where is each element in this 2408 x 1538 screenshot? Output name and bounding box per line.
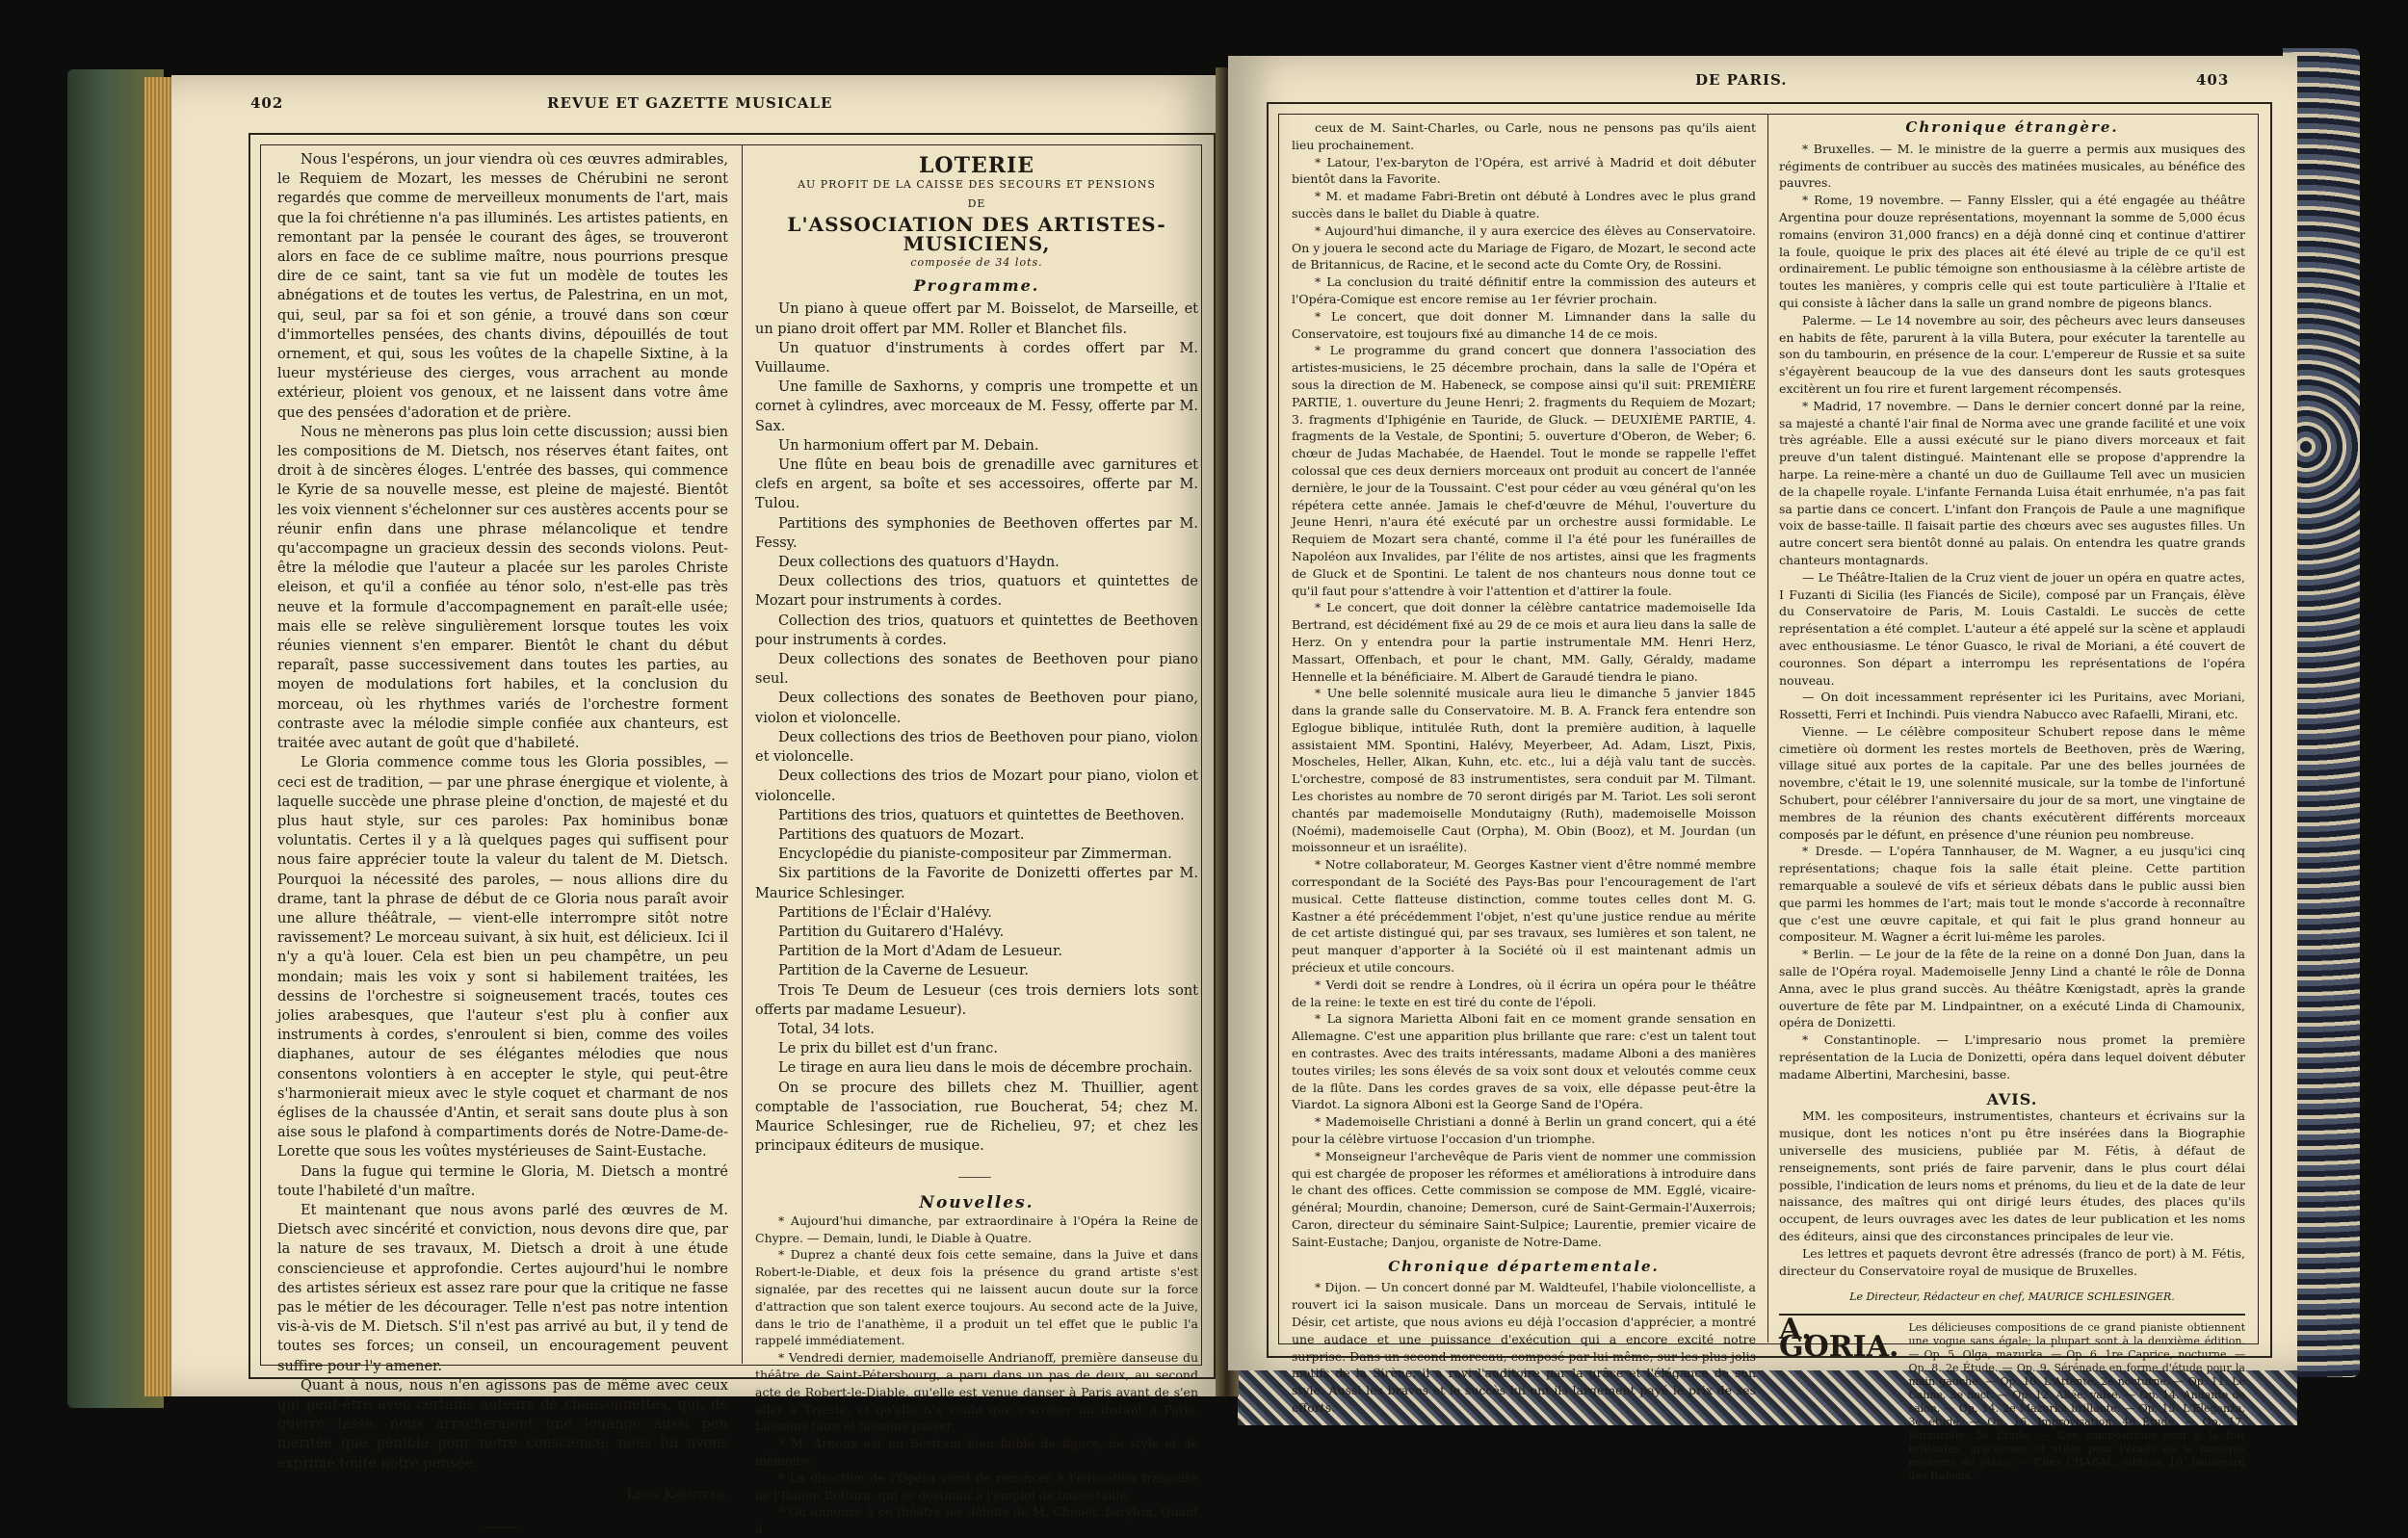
foreign-news-item: * Constantinople. — L'impresario nous promet la première représentation de la Lucia de Donizetti, opéra dans lequel doivent débuter madame Albertini, Marchesini, basse. [1779,1032,2245,1082]
column-rule-left [742,144,743,1364]
article-column [277,150,728,1536]
article-paragraph: Nous l'espérons, un jour viendra où ces œuvres admirables, le Requiem de Mozart, les messes de Chérubini ne seront regardés que comme de merveilleux monuments de l'art, mais que la foi chrétienne n'a pas illuminés. Les artistes patients, en remontant par la pensée le courant des âges, se trouveront alors en face de ce sublime maître, nous pourrions presque dire de ce saint, tant sa vie fut un modèle de toutes les abnégations et de toutes les vertus, de Palestrina, en un mot, qui, seul, par sa foi et son génie, a trouvé dans son cœur d'immortelles pensées, des chants divins, dépouillés de tout ornement, et qui, sous les voûtes de la chapelle Sixtine, à la lueur mystérieuse des cierges, vous arrachent au monde extérieur, ploient vos genoux, et ne laissent dans votre âme que des pensées d'adoration et de prière. [277,152,728,421]
left-page [171,75,1221,1537]
ornament-divider: ⸻ [484,1520,522,1536]
news-item: * La direction de l'Opéra vient de renoncer à l'éducation française de l'Italien Bottura, qui se destinait à l'emploi de basse-taille. [755,1470,1198,1502]
lottery-item: Une flûte en beau bois de grenadille avec garnitures et clefs en argent, sa boîte et ses accessoires, offerte par M. Tulou. [755,457,1198,512]
right-page [1228,56,2297,1483]
lottery-subtitle: AU PROFIT DE LA CAISSE DES SECOURS ET PENSIONS [798,178,1156,192]
lottery-item: Trois Te Deum de Lesueur (ces trois derniers lots sont offerts par madame Lesueur). [755,982,1198,1018]
news-item: * La signora Marietta Alboni fait en ce moment grande sensation en Allemagne. C'est une apparition plus brillante que rare: c'est un talent tout en contrastes. Avec des traits intéressants, madame Alboni a des manières toutes viriles; les sons élevés de sa voix sont doux et veloutés comme ceux de la flûte. Dans les cordes graves de sa voix, elle dépasse peut-être la Viardot. La signora Alboni est la George Sand de l'Opéra. [1292,1011,1756,1112]
lottery-column [755,150,1198,1537]
programme-title: Programme. [913,276,1040,296]
foreign-news-item: * Bruxelles. — M. le ministre de la guerre a permis aux musiques des régiments de contribuer au succès des matinées musicales, au bénéfice des pauvres. [1779,141,2245,191]
association-title: L'ASSOCIATION DES ARTISTES-MUSICIENS, [787,212,1166,255]
news-item: * Monseigneur l'archevêque de Paris vient de nommer une commission qui est chargée de proposer les réformes et améliorations à introduire dans le chant des offices. Cette commission se compose de MM. Egglé, vicaire-général; Mourdin, chanoine; Demerson, curé de Saint-Germain-l'Auxerrois; Caron, directeur du séminaire Saint-Sulpice; Laurentie, premier vicaire de Saint-Eustache; Danjou, organiste de Notre-Dame. [1292,1148,1756,1249]
article-paragraph: Nous ne mènerons pas plus loin cette discussion; aussi bien les compositions de M. Dietsch, nos réserves étant faites, ont droit à de sincères éloges. L'entrée des basses, qui commence le Kyrie de sa nouvelle messe, est pleine de majesté. Bientôt les voix viennent s'échelonner sur ces austères accents pour se réunir enfin dans une phrase mélancolique et tendre qu'accompagne un gracieux dessin des seconds violons. Peut-être la mélodie que l'auteur a placée sur les paroles Christe eleison, et qu'il a confiée au ténor solo, n'est-elle pas très neuve et la formule d'accompagnement en paraît-elle usée; mais elle se relève singulièrement lorsque toutes les voix réunies viennent s'en emparer. Bientôt le chant du début reparaît, passe successivement dans toutes les parties, au moyen de modulations fort habiles, et la conclusion du morceau, où les rhythmes variés de l'orchestre forment contraste avec la mélodie simple confiée aux chanteurs, est traitée avec autant de goût que d'habileté. [277,424,728,752]
foreign-news-item: * Rome, 19 novembre. — Fanny Elssler, qui a été engagée au théâtre Argentina pour douze représentations, moyennant la somme de 5,000 écus romains (environ 31,000 francs) en a déjà donné cinq et continue d'attirer la foule, quoique le prix des places ait été élevé au triple de ce qu'il est ordinairement. Le public témoigne son enthousiasme à la célèbre artiste de toutes les manières, y compris celle qui est toute particulière à l'Italie et qui consiste à lâcher dans la salle un grand nombre de pigeons blancs. [1779,193,2245,310]
news-item: * Vendredi dernier, mademoiselle Andrianoff, première danseuse du théâtre de Saint-Pétersbourg, a paru dans un pas de deux, au second acte de Robert-le-Diable, qu'elle est venue danser à Paris avant de s'en aller à Trieste, et qu'elle n'a voulu que s'arrêter un instant à Paris. Laissons faire et laissons passer. [755,1350,1198,1434]
lottery-item: Deux collections des trios, quatuors et quintettes de Mozart pour instruments à cordes. [755,574,1198,610]
article-paragraph: Quant à nous, nous n'en agissons pas de même avec ceux qui peut-être avec certains auteurs de chansonnettes, qui, de guerre lasse, nous arracheraient une louange aussi peu méritée que pénible pour notre conscience; nous lui avons exprimé toute notre pensée. [277,1377,728,1472]
lottery-item: Six partitions de la Favorite de Donizetti offertes par M. Maurice Schlesinger. [755,866,1198,901]
news-item: * On annonce à ce théâtre les débuts de M. Chenet, baryton. Quant à [755,1504,1198,1537]
lottery-item: Total, 34 lots. [778,1021,875,1037]
lottery-composed: composée de 34 lots. [910,256,1043,270]
avis-paragraph: MM. les compositeurs, instrumentistes, chanteurs et écrivains sur la musique, dont les notices n'ont pu être insérées dans la Biographie universelle des musiciens, publiée par M. Fétis, à défaut de renseignements, sont priés de faire parvenir, dans le plus court délai possible, l'indication de leurs noms et prénoms, du lieu et de la date de leur naissance, des maîtres qui ont dirigé leurs études, des places qu'ils occupent, de leurs ouvrages avec les dates de leur publication et les noms des éditeurs, ainsi que des circonstances principales de leur vie. [1779,1108,2245,1243]
lottery-item: Deux collections des sonates de Beethoven pour piano seul. [755,652,1198,688]
lottery-item: Le prix du billet est d'un franc. [778,1041,998,1057]
foreign-news-item: Vienne. — Le célèbre compositeur Schubert repose dans le même cimetière où dorment les restes mortels de Beethoven, près de Wæring, village situé aux portes de la capitale. Par une des belles journées de novembre, c'était le 19, une solennité musicale, sur la tombe de l'infortuné Schubert, pour célébrer l'anniversaire du jour de sa mort, une vingtaine de membres de la réunion des chants exécutèrent différents morceaux composés par le défunt, en présence d'une réunion peu nombreuse. [1779,723,2245,842]
lottery-de: DE [967,197,986,211]
running-head-right: DE PARIS. [1695,71,1788,89]
lottery-item: Deux collections des trios de Beethoven pour piano, violon et violoncelle. [755,729,1198,766]
running-head-left: REVUE ET GAZETTE MUSICALE [547,94,833,112]
dept-paragraph: * Dijon. — Un concert donné par M. Waldteufel, l'habile violoncelliste, a rouvert ici la saison musicale. Dans un morceau de Servais, intitulé le Désir, cet artiste, que nous avions eu déjà l'occasion d'apprécier, a montré une audace et une puissance d'exécution qui a encore excité notre surprise. Dans un second morceau, composé par lui-même, sur les plus jolis motifs de la Sirène, il a ravi l'auditoire par la grâce et l'élégance de son style. Aussi les bravos et le succès lui ont-ils largement payé le prix de ses efforts. [1292,1280,1756,1415]
foreign-news-item: * Madrid, 17 novembre. — Dans le dernier concert donné par la reine, sa majesté a chanté l'air final de Norma avec une grande facilité et une voix très agréable. Elle a aussi exécuté sur le piano divers morceaux et fait preuve d'un talent distingué. Maintenant elle se propose d'apprendre la harpe. La reine-mère a chanté un duo de Guillaume Tell avec un musicien de la chapelle royale. L'infante Fernanda Luisa était enrhumée, n'a pas fait sa partie dans ce concert. L'infant don François de Paule a une magnifique voix de basse-taille. Il faisait partie des chœurs avec ses augustes filles. Un autre concert sera bientôt donné au palais. On entendra les quatre grands chanteurs montagnards. [1779,398,2245,567]
lottery-item: Partitions de l'Éclair d'Halévy. [778,904,992,921]
lottery-item: Partition du Guitarero d'Halévy. [778,924,1005,940]
lottery-items-list [755,300,1198,1156]
foreign-news-item: * Berlin. — Le jour de la fête de la reine on a donné Don Juan, dans la salle de l'Opéra royal. Mademoiselle Jenny Lind a chanté le rôle de Donna Anna, avec le plus grand succès. Au théâtre Kœnigstadt, après la grande ouverture de fête par M. Lindpaintner, on a exécuté Linda di Chamounix, opéra de Donizetti. [1779,947,2245,1030]
news-item: * La conclusion du traité définitif entre la commission des auteurs et l'Opéra-Comique est encore remise au 1er février prochain. [1292,274,1756,306]
lottery-item: Un piano à queue offert par M. Boisselot, de Marseille, et un piano droit offert par MM. Roller et Blanchet fils. [755,301,1198,337]
page-number-right: 403 [2196,71,2230,89]
lottery-item: Partitions des symphonies de Beethoven offertes par M. Fessy. [755,515,1198,551]
avis-title: AVIS. [1986,1089,2038,1108]
lottery-item: Un quatuor d'instruments à cordes offert par M. Vuillaume. [755,340,1198,377]
column-rule-right [1767,114,1768,1342]
article-signature: Léon Kreutzer. [626,1486,728,1502]
foreign-chronicle-column [1779,118,2245,1483]
news-item: * Verdi doit se rendre à Londres, où il écrira un opéra pour le théâtre de la reine: le texte en est tiré du conte de l'époli. [1292,977,1756,1009]
chronique-etrangere-title: Chronique étrangère. [1905,118,2119,136]
lottery-item: Le tirage en aura lieu dans le mois de décembre prochain. [778,1060,1192,1077]
foreign-news-item: — On doit incessamment représenter ici les Puritains, avec Moriani, Rossetti, Ferri et Inchindi. Puis viendra Nabucco avec Rafaelli, Mirani, etc. [1779,690,2245,722]
avis-paragraph: Les lettres et paquets devront être adressés (franco de port) à M. Fétis, directeur du Conservatoire royal de musique de Bruxelles. [1779,1245,2245,1278]
news-item: * Le programme du grand concert que donnera l'association des artistes-musiciens, le 25 décembre prochain, dans la salle de l'Opéra et sous la direction de M. Habeneck, se compose ainsi qu'il suit: PREMIÈRE PARTIE, 1. ouverture du Jeune Henri; 2. fragments du Requiem de Mozart; 3. fragments d'Iphigénie en Tauride, de Gluck. — DEUXIÈME PARTIE, 4. fragments de la Vestale, de Spontini; 5. ouverture d'Oberon, de Weber; 6. chœur de Judas Machabée, de Haendel. Tout le monde se rappelle l'effet colossal que ces deux derniers morceaux ont produit au concert de l'année dernière, le jour de la Toussaint. C'est pour céder au vœu général qu'on les répétera cette année. Jamais le chef-d'œuvre de Méhul, l'ouverture du Jeune Henri, n'aura été exécuté par un orchestre aussi formidable. Le Requiem de Mozart sera chanté, comme il l'a été pour les funérailles de Napoléon aux Invalides, par l'élite de nos artistes, ainsi que les fragments de Gluck et de Spontini. Le talent de nos chanteurs nous donne tout ce qu'il faut pour s'attendre à voir l'attention et d'attirer la foule. [1292,343,1756,598]
ad-name: A. GORIA. [1779,1313,1899,1364]
news-item: * Notre collaborateur, M. Georges Kastner vient d'être nommé membre correspondant de la Société des Pays-Bas pour l'encouragement de l'art musical. Cette flatteuse distinction, comme toutes celles dont M. G. Kastner a été précédemment l'objet, n'est qu'une justice rendue au mérite de cet artiste distingué qui, par ses travaux, ses lumières et son talent, ne peut manquer d'apporter à la Société où il est maintenant admis un précieux et utile concours. [1292,857,1756,976]
foreign-news-item: * Dresde. — L'opéra Tannhauser, de M. Wagner, a eu jusqu'ici cinq représentations; chaque fois la salle était pleine. Cette partition remarquable a soulevé de vifs et sérieux débats dans le public aussi bien que parmi les hommes de l'art; mais tout le monde s'accorde à reconnaître que c'est une œuvre capitale, et qui fait le plus grand honneur au compositeur. M. Wagner a écrit lui-même les paroles. [1779,844,2245,945]
lottery-item: Une famille de Saxhorns, y compris une trompette et un cornet à cylindres, avec morceaux de M. Fessy, offerte par M. Sax. [755,379,1198,434]
news-column [1292,119,1756,1415]
lottery-item: Un harmonium offert par M. Debain. [778,437,1039,454]
news-item: * Le concert, que doit donner la célèbre cantatrice mademoiselle Ida Bertrand, est décidément fixé au 29 de ce mois et aura lieu dans la salle de Herz. On y entendra pour la partie instrumentale MM. Henri Herz, Massart, Offenbach, et pour le chant, MM. Gally, Géraldy, madame Hennelle et la bénéficiaire. M. Albert de Garaudé tiendra le piano. [1292,600,1756,684]
news-item: * Aujourd'hui dimanche, il y aura exercice des élèves au Conservatoire. On y jouera le second acte du Mariage de Figaro, de Mozart, le second acte de Britannicus, de Racine, et le second acte du Comte Ory, de Rossini. [1292,222,1756,273]
news-item: * Mademoiselle Christiani a donné à Berlin un grand concert, qui a été pour la célèbre virtuose l'occasion d'un triomphe. [1292,1114,1756,1147]
article-paragraph: Dans la fugue qui termine le Gloria, M. Dietsch a montré toute l'habileté d'un maître. [277,1163,728,1199]
nouvelles-list [755,1212,1198,1538]
news-item: * M. et madame Fabri-Bretin ont débuté à Londres avec le plus grand succès dans le ballet du Diable à quatre. [1292,189,1756,221]
lottery-item: Deux collections des sonates de Beethoven pour piano, violon et violoncelle. [755,691,1198,726]
director-line: Le Directeur, Rédacteur en chef, MAURICE SCHLESINGER. [1849,1290,2175,1304]
news-item: * Aujourd'hui dimanche, par extraordinaire à l'Opéra la Reine de Chypre. — Demain, lundi, le Diable à Quatre. [755,1212,1198,1245]
nouvelles-title: Nouvelles. [919,1192,1034,1212]
lottery-item: Deux collections des quatuors d'Haydn. [778,555,1060,571]
news-item: * Le concert, que doit donner M. Limnander dans la salle du Conservatoire, est toujours fixé au dimanche 14 de ce mois. [1292,308,1756,341]
lottery-item: Encyclopédie du pianiste-compositeur par Zimmerman. [778,847,1172,863]
lottery-item: Collection des trios, quatuors et quintettes de Beethoven pour instruments à cordes. [755,613,1198,648]
news-item: ceux de M. Saint-Charles, ou Carle, nous ne pensons pas qu'ils aient lieu prochainement. [1292,120,1756,152]
lottery-item: Partition de la Mort d'Adam de Lesueur. [778,944,1062,960]
ornament-divider: ⸻ [957,1169,996,1186]
goria-advertisement [1779,1314,2245,1483]
news-item: * Une belle solennité musicale aura lieu le dimanche 5 janvier 1845 dans la grande salle du Conservatoire. M. B. A. Franck fera entendre son Eglogue biblique, intitulée Ruth, dont la première audition, à laquelle assistaient MM. Spontini, Halévy, Meyerbeer, Ad. Adam, Liszt, Pixis, Moscheles, Heller, Alkan, Kuhn, etc. etc., lui a déjà valu tant de succès. L'orchestre, composé de 83 instrumentistes, sera conduit par M. Tilmant. Les choristes au nombre de 70 seront dirigés par M. Tariot. Les soli seront chantés par mademoiselle Mondutaigny (Ruth), mademoiselle Moisson (Noémi), mademoiselle Caut (Orpha), M. Obin (Booz), et M. Jourdan (un moissonneur et un israélite). [1292,686,1756,855]
chronique-departementale-title: Chronique départementale. [1388,1257,1660,1275]
lottery-item: Partitions des quatuors de Mozart. [778,826,1025,843]
news-item: * Duprez a chanté deux fois cette semaine, dans la Juive et dans Robert-le-Diable, et deux fois la présence du grand artiste s'est signalée, par des recettes qui ne laissent aucun doute sur la force d'attraction que son talent exerce toujours. Au second acte de la Juive, dans le trio de l'anathème, il a produit un tel effet que le public l'a rappelé immédiatement. [755,1247,1198,1348]
news-item: * Latour, l'ex-baryton de l'Opéra, est arrivé à Madrid et doit débuter bientôt dans la Favorite. [1292,154,1756,187]
lottery-item: On se procure des billets chez M. Thuillier, agent comptable de l'association, rue Boucherat, 54; chez M. Maurice Schlesinger, rue de Richelieu, 97; et chez les principaux éditeurs de musique. [755,1080,1198,1155]
foreign-news-item: — Le Théâtre-Italien de la Cruz vient de jouer un opéra en quatre actes, I Fuzanti di Sicilia (les Fiancés de Sicile), composé par un Français, élève du Conservatoire de Paris, M. Louis Castaldi. Le succès de cette représentation a été complet. L'auteur a été appelé sur la scène et applaudi avec enthousiasme. Le ténor Guasco, le rival de Moriani, a été couvert de couronnes. Son départ a interrompu les représentations de l'opéra nouveau. [1779,569,2245,688]
news-item: * M. Arnoux est un Bertram bien faible de figure, de style et de mémoire. [755,1436,1198,1468]
lottery-item: Deux collections des trios de Mozart pour piano, violon et violoncelle. [755,769,1198,804]
lottery-item: Partition de la Caverne de Lesueur. [778,963,1029,979]
lottery-item: Partitions des trios, quatuors et quintettes de Beethoven. [778,807,1185,823]
ad-text: Les délicieuses compositions de ce grand pianiste obtiennent une vogue sans égale; la plupart sont à la deuxième édition. — Op. 5. Olga, mazurka. — Op. 6. 1re Caprice, nocturne. — Op. 8. 2e Étude. — Op. 9. Sérénade en forme d'étude pour la main gauche. — Op. 10. L'Attente, 2e nocturne. — Op. 11. Le Calme, 3e noct. — Op. 12. Allée, valse. — Op. 14. Andante de salon. — Op. 14. 2e Mazurka brillante. — Op. 15. L'Eleganza, 3e étude. — Op. 16. Improvisation, 4e Étude. — Op. 17. Barcarolle. 5e Étude. — Ces compositions sont à la fois brillantes, gracieuses et utiles pour l'étude de la musique moderne de piano. — Chez CHABAL, éditeur, 10, boulevard des Italiens. [1908,1321,2245,1483]
article-paragraph: Le Gloria commence comme tous les Gloria possibles, — ceci est de tradition, — par une phrase énergique et violente, à laquelle succède une phrase pleine d'onction, de majesté et du plus haut style, sur ces paroles: Pax hominibus bonæ voluntatis. Certes il y a là quelques pages qui suffisent pour nous faire apprécier toute la valeur du talent de M. Dietsch. Pourquoi la nécessité des paroles, — nous allions dire du drame, tant la phrase de début de ce Gloria nous paraît avoir une allure théâtrale, — vient-elle interrompre sitôt notre ravissement? Le morceau suivant, à six huit, est délicieux. Ici il n'y a qu'à louer. Cela est bien un peu champêtre, un peu mondain; mais les voix y sont si habilement traitées, les dessins de l'orchestre si soigneusement tracés, toutes ces jolies arabesques, que l'auteur s'est plu à confier aux instruments à cordes, s'enroulent si bien, comme des voiles diaphanes, autour de ses élégantes mélodies que nous consentons volontiers à en accepter le style, qui peut-être s'harmonierait mieux avec le style coquet et charmant de nos églises de la chaussée d'Antin, et serait sans doute plus à son aise sous le plafond à compartiments dorés de Notre-Dame-de-Lorette que sous les voûtes mystérieuses de Saint-Eustache. [277,755,728,1160]
page-edges-left [144,77,173,1396]
foreign-news-item: Palerme. — Le 14 novembre au soir, des pêcheurs avec leurs danseuses en habits de fête, parurent à la villa Butera, pour exécuter la tarentelle au son du tambourin, en présence de la cour. L'empereur de Russie et sa suite s'égayèrent beaucoup de la vue des danseurs dont les sauts grotesques excitèrent un fou rire et furent largement récompensés. [1779,312,2245,396]
article-paragraph: Et maintenant que nous avons parlé des œuvres de M. Dietsch avec sincérité et conviction, nous devons dire que, par la nature de ses travaux, M. Dietsch a droit à une étude consciencieuse et approfondie. Certes aujourd'hui le nombre des artistes sérieux est assez rare pour que la critique ne fasse pas le métier de les décourager. Telle n'est pas notre intention vis-à-vis de M. Dietsch. S'il n'est pas arrivé au but, il y tend de toutes ses forces; un conseil, un encouragement peuvent suffire pour l'y amener. [277,1202,728,1374]
page-number-left: 402 [250,94,284,112]
lottery-title: LOTERIE [918,153,1035,178]
